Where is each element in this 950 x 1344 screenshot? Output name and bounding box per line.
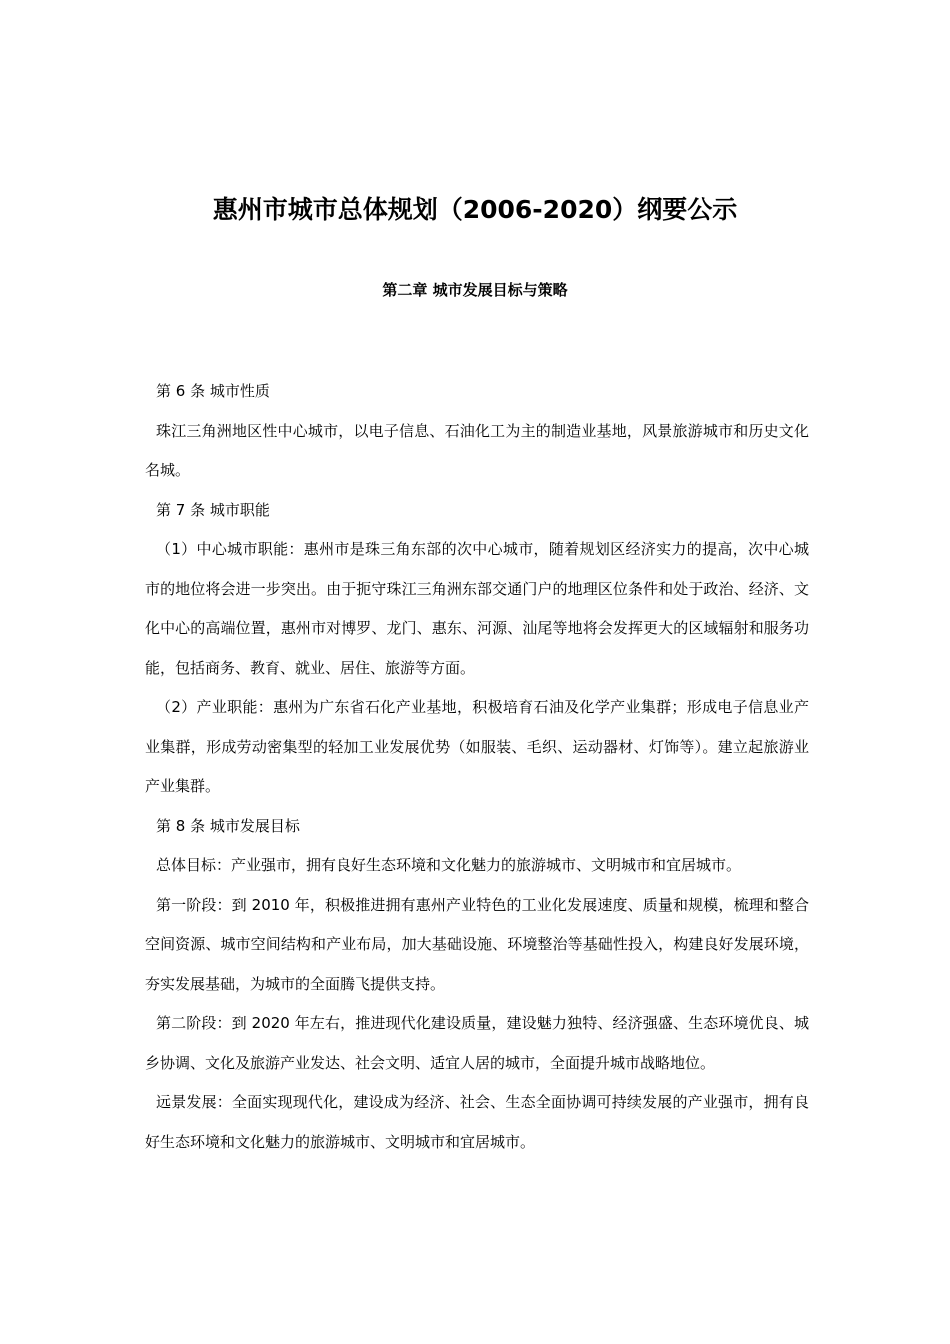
overall-goal-paragraph: 总体目标：产业强市，拥有良好生态环境和文化魅力的旅游城市、文明城市和宜居城市。 [156,856,742,874]
article-7-heading: 第 7 条 城市职能 [156,500,270,519]
article-6-text: 珠江三角洲地区性中心城市，以电子信息、石油化工为主的制造业基地，风景旅游城市和历史文化名城。 [145,421,809,479]
article-7-item-1: （1）中心城市职能：惠州市是珠三角东部的次中心城市，随着规划区经济实力的提高，次中心城市的地位将会进一步突出。由于扼守珠江三角洲东部交通门户的地理区位条件和处于政治、经济、文化中心的高端位置，惠州市对博罗、龙门、惠东、河源、汕尾等地将会发挥更大的区域辐射和服务功能，包括商务、教育、就业、居住、旅游等方面。 [145,540,809,677]
document-body [145,372,809,1162]
phase-2-paragraph: 第二阶段：到 2020 年左右，推进现代化建设质量，建设魅力独特、经济强盛、生态环境优良、城乡协调、文化及旅游产业发达、社会文明、适宜人居的城市，全面提升城市战略地位。 [145,1014,809,1072]
article-6-heading: 第 6 条 城市性质 [156,382,270,400]
article-8-heading: 第 8 条 城市发展目标 [156,816,300,835]
chapter-heading: 第二章 城市发展目标与策略 [382,281,568,299]
article-7-item-2: （2）产业职能：惠州为广东省石化产业基地，积极培育石油及化学产业集群；形成电子信息业产业集群，形成劳动密集型的轻加工业发展优势（如服装、毛织、运动器材、灯饰等）。建立起旅游业产业集群。 [145,698,809,795]
document-title: 惠州市城市总体规划（2006-2020）纲要公示 [212,195,738,224]
phase-1-paragraph: 第一阶段：到 2010 年，积极推进拥有惠州产业特色的工业化发展速度、质量和规模，梳理和整合空间资源、城市空间结构和产业布局，加大基础设施、环境整治等基础性投入，构建良好发展环境，夯实发展基础，为城市的全面腾飞提供支持。 [145,895,809,993]
long-term-paragraph: 远景发展：全面实现现代化，建设成为经济、社会、生态全面协调可持续发展的产业强市，拥有良好生态环境和文化魅力的旅游城市、文明城市和宜居城市。 [145,1093,809,1151]
